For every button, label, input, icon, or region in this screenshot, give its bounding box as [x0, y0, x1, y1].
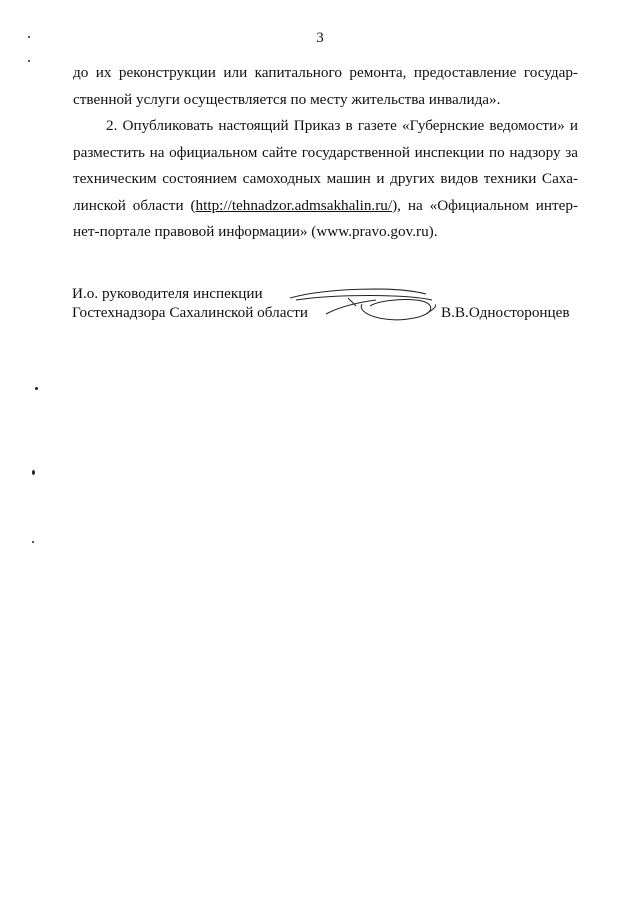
scan-speck	[28, 36, 30, 38]
paragraph-continuation	[73, 60, 578, 113]
scan-speck	[32, 541, 34, 543]
paragraph-line	[73, 193, 578, 220]
paragraph-publication-order	[73, 113, 578, 246]
scan-speck	[35, 387, 38, 390]
scan-speck	[28, 60, 30, 62]
paragraph-line: до их реконструкции или капитального ремонта, предоставление государ-	[73, 64, 578, 81]
text-segment: ), на «Официальном интер-	[392, 196, 579, 214]
paragraph-line: техническим состоянием самоходных машин и других видов техники Саха-	[73, 170, 578, 187]
paragraph-line: ственной услуги осуществляется по месту жительства инвалида».	[73, 90, 501, 108]
scan-speck	[32, 470, 35, 475]
paragraph-line: разместить на официальном сайте государственной инспекции по надзору за	[73, 143, 578, 161]
text-segment: линской области (	[73, 196, 196, 214]
paragraph-line: 2. Опубликовать настоящий Приказ в газете «Губернские ведомости» и	[106, 117, 578, 134]
signatory-position-line: И.о. руководителя инспекции	[72, 285, 263, 302]
signatory-position-line: Гостехнадзора Сахалинской области	[72, 304, 308, 321]
website-link[interactable]: http://tehnadzor.admsakhalin.ru/	[195, 196, 393, 214]
signatory-name: В.В.Односторонцев	[441, 304, 570, 321]
paragraph-line: нет-портале правовой информации» (www.pravo.gov.ru).	[73, 223, 438, 240]
handwritten-signature-graphic	[286, 284, 436, 324]
signature-block	[72, 284, 582, 334]
signatory-position	[72, 284, 308, 322]
page-number: 3	[316, 30, 324, 46]
